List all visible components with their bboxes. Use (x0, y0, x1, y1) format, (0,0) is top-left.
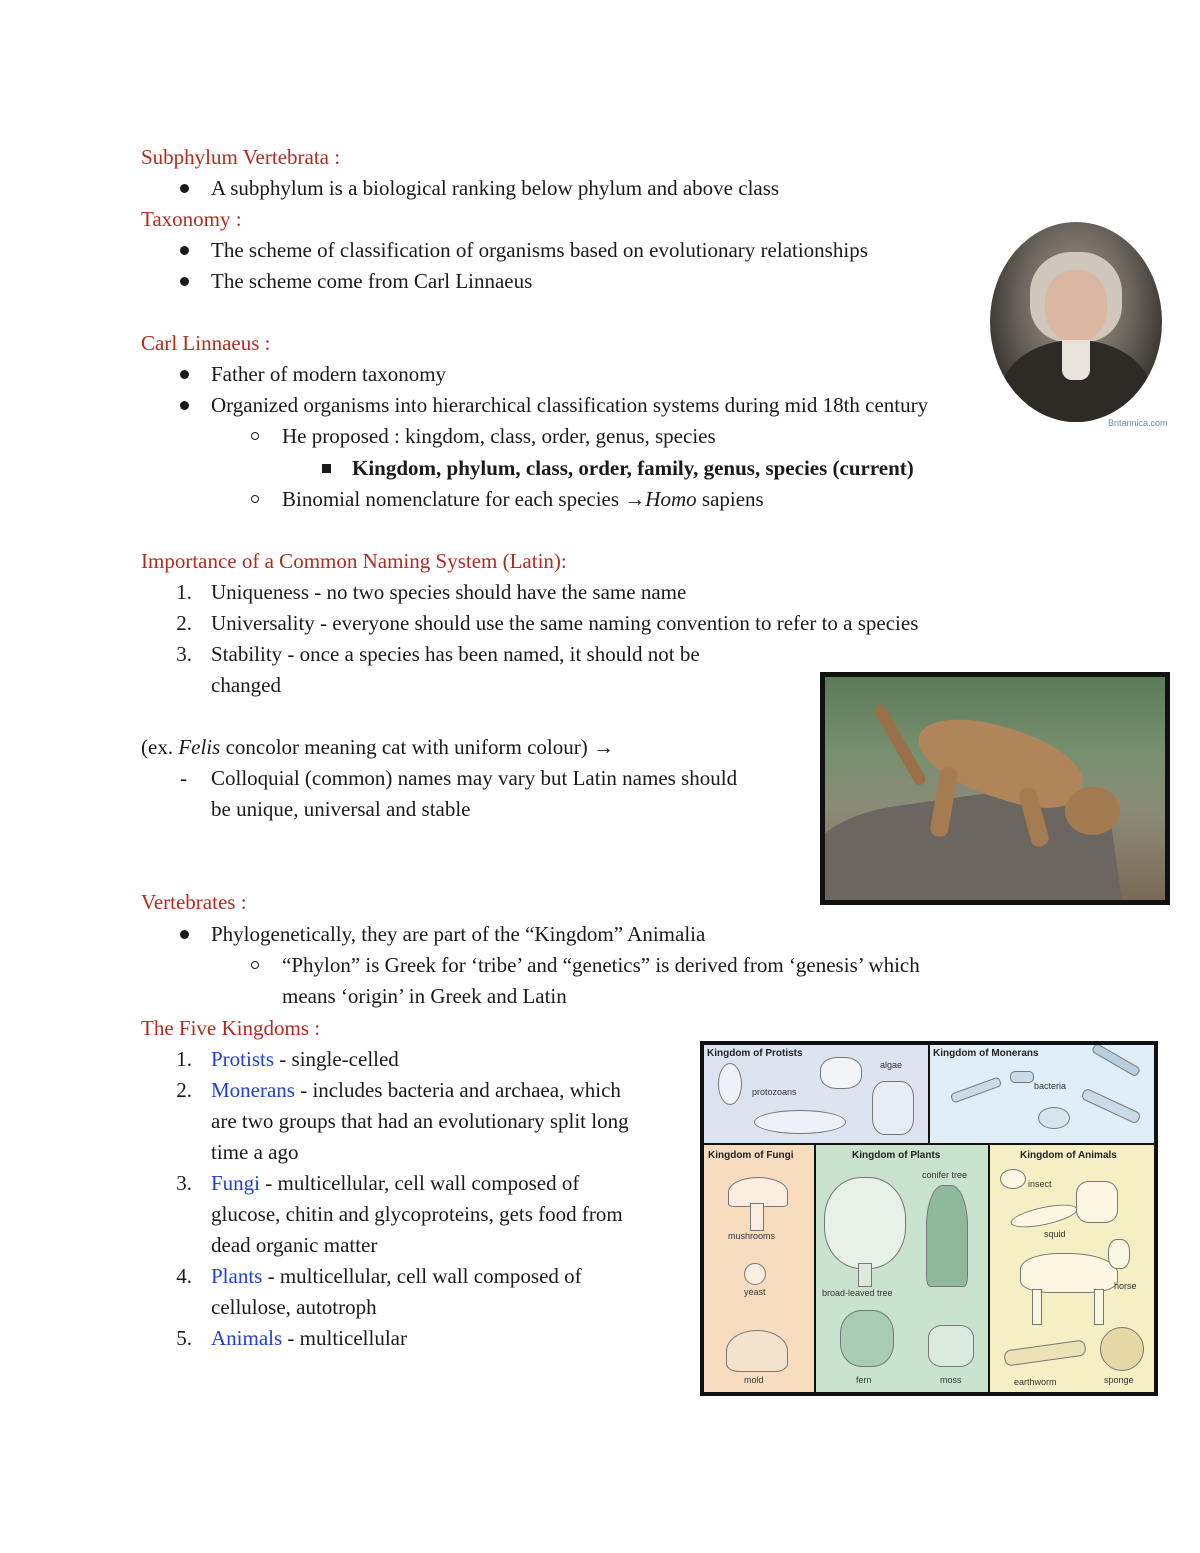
bullet-disc (180, 184, 189, 193)
kingdom-item-protists: Protists - single-celled (211, 1047, 399, 1071)
panel-monerans (930, 1045, 1154, 1143)
label-insect: insect (1028, 1179, 1052, 1189)
label-bacteria: bacteria (1034, 1081, 1067, 1091)
label-conifer-tree: conifer tree (922, 1170, 968, 1180)
kingdom-item-monerans-cont: time a ago (211, 1140, 299, 1164)
kingdom-item-animals: Animals - multicellular (211, 1326, 407, 1350)
list-number: 5. (176, 1326, 192, 1350)
kingdom-item-fungi-cont: dead organic matter (211, 1233, 378, 1257)
text-colloquial-names: Colloquial (common) names may vary but Latin names should (211, 766, 738, 790)
bullet-disc (180, 277, 189, 286)
text-universality: Universality - everyone should use the same naming convention to refer to a species (211, 611, 919, 635)
bullet-circle (251, 495, 259, 503)
label-mold: mold (744, 1375, 764, 1385)
heading-vertebrates: Vertebrates : (141, 890, 247, 914)
text-current-ranks: Kingdom, phylum, class, order, family, genus, species (current) (352, 456, 914, 480)
text-phylon-etymology-cont: means ‘origin’ in Greek and Latin (282, 984, 567, 1008)
text-felis-example: (ex. Felis concolor meaning cat with uniform colour) → (141, 735, 614, 759)
panel-title: Kingdom of Monerans (933, 1048, 1039, 1059)
text-hierarchical-systems: Organized organisms into hierarchical classification systems during mid 18th century (211, 393, 929, 417)
label-moss: moss (940, 1375, 962, 1385)
panel-animals (990, 1145, 1154, 1392)
text-colloquial-names-cont: be unique, universal and stable (211, 797, 471, 821)
cougar-photo (820, 672, 1170, 905)
heading-importance-naming: Importance of a Common Naming System (Latin): (141, 549, 567, 573)
text-binomial-nomenclature: Binomial nomenclature for each species →Homo sapiens (282, 487, 764, 511)
label-sponge: sponge (1104, 1375, 1134, 1385)
bullet-disc (180, 930, 189, 939)
text-taxonomy-definition: The scheme of classification of organisms based on evolutionary relationships (211, 238, 868, 262)
kingdom-item-fungi: Fungi - multicellular, cell wall composed of (211, 1171, 580, 1195)
label-broad-leaved-tree: broad-leaved tree (822, 1288, 893, 1298)
heading-subphylum-vertebrata: Subphylum Vertebrata : (141, 145, 341, 169)
text-subphylum-definition: A subphylum is a biological ranking below phylum and above class (211, 176, 780, 200)
panel-title: Kingdom of Plants (852, 1150, 941, 1161)
panel-title: Kingdom of Protists (707, 1048, 803, 1059)
label-mushrooms: mushrooms (728, 1231, 776, 1241)
panel-title: Kingdom of Fungi (708, 1150, 794, 1161)
list-number: 3. (176, 642, 192, 666)
kingdom-item-monerans-cont: are two groups that had an evolutionary split long (211, 1109, 629, 1133)
label-earthworm: earthworm (1014, 1377, 1057, 1387)
bullet-circle (251, 961, 259, 969)
bullet-disc (180, 370, 189, 379)
text-stability: Stability - once a species has been named, it should not be (211, 642, 700, 666)
list-dash: - (180, 766, 187, 790)
text-uniqueness: Uniqueness - no two species should have the same name (211, 580, 687, 604)
kingdom-item-plants: Plants - multicellular, cell wall composed of (211, 1264, 582, 1288)
panel-fungi (704, 1145, 814, 1392)
list-number: 3. (176, 1171, 192, 1195)
label-horse: horse (1114, 1281, 1137, 1291)
panel-protists (704, 1045, 928, 1143)
label-protozoans: protozoans (752, 1087, 797, 1097)
bullet-square (322, 464, 331, 473)
bullet-circle (251, 432, 259, 440)
text-father-taxonomy: Father of modern taxonomy (211, 362, 447, 386)
label-yeast: yeast (744, 1287, 766, 1297)
panel-title: Kingdom of Animals (1020, 1150, 1117, 1161)
heading-carl-linnaeus: Carl Linnaeus : (141, 331, 271, 355)
text-taxonomy-origin: The scheme come from Carl Linnaeus (211, 269, 533, 293)
kingdom-item-fungi-cont: glucose, chitin and glycoproteins, gets food from (211, 1202, 623, 1226)
kingdom-item-monerans: Monerans - includes bacteria and archaea, which (211, 1078, 621, 1102)
kingdom-item-plants-cont: cellulose, autotroph (211, 1295, 377, 1319)
bullet-disc (180, 401, 189, 410)
five-kingdoms-diagram (700, 1041, 1158, 1396)
bullet-disc (180, 246, 189, 255)
text-phylon-etymology: “Phylon” is Greek for ‘tribe’ and “genetics” is derived from ‘genesis’ which (282, 953, 920, 977)
panel-plants (816, 1145, 988, 1392)
text-proposed-ranks: He proposed : kingdom, class, order, genus, species (282, 424, 716, 448)
list-number: 4. (176, 1264, 192, 1288)
list-number: 1. (176, 1047, 192, 1071)
heading-five-kingdoms: The Five Kingdoms : (141, 1016, 321, 1040)
portrait-credit: Britannica.com (1108, 418, 1168, 428)
list-number: 2. (176, 611, 192, 635)
label-squid: squid (1044, 1229, 1066, 1239)
heading-taxonomy: Taxonomy : (141, 207, 242, 231)
text-stability-cont: changed (211, 673, 281, 697)
label-algae: algae (880, 1060, 903, 1070)
carl-linnaeus-portrait (990, 222, 1162, 422)
text-phylogenetically: Phylogenetically, they are part of the “Kingdom” Animalia (211, 922, 706, 946)
label-fern: fern (856, 1375, 872, 1385)
list-number: 1. (176, 580, 192, 604)
list-number: 2. (176, 1078, 192, 1102)
